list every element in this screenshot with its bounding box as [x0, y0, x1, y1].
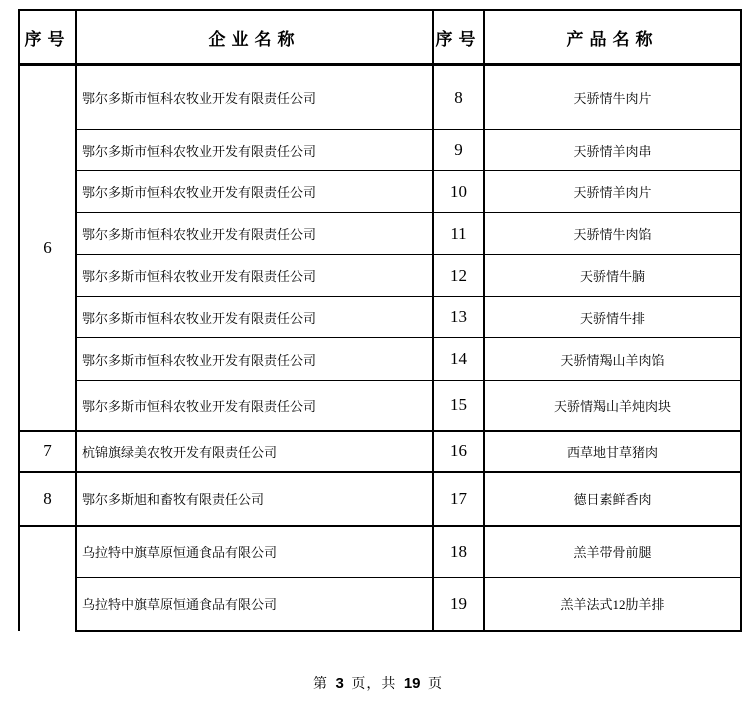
- footer-text: 页，共: [346, 677, 401, 692]
- company-cell: 鄂尔多斯市恒科农牧业开发有限责任公司: [76, 171, 433, 213]
- header-company-name: 企业名称: [76, 10, 433, 65]
- header-product-name: 产品名称: [484, 10, 741, 65]
- table-row: [19, 526, 741, 578]
- product-name-cell: 天骄情羊肉串: [484, 130, 741, 171]
- page-number: 3: [335, 675, 344, 692]
- total-pages: 19: [403, 675, 421, 692]
- product-serial-cell: 10: [433, 171, 484, 213]
- product-name-cell: 天骄情羯山羊炖肉块: [484, 381, 741, 431]
- product-serial-cell: 15: [433, 381, 484, 431]
- header-row: [19, 10, 741, 65]
- table-row: [19, 472, 741, 526]
- product-serial-cell: 12: [433, 255, 484, 297]
- product-name-cell: 天骄情羯山羊肉馅: [484, 338, 741, 381]
- product-catalog-table: [18, 9, 742, 632]
- product-name-cell: 德日素鲜香肉: [484, 472, 741, 526]
- table-row: [19, 338, 741, 381]
- header-serial-product: 序号: [433, 10, 484, 65]
- product-serial-cell: 16: [433, 431, 484, 472]
- company-cell: 鄂尔多斯市恒科农牧业开发有限责任公司: [76, 213, 433, 255]
- table-row: [19, 255, 741, 297]
- product-serial-cell: 18: [433, 526, 484, 578]
- product-serial-cell: 11: [433, 213, 484, 255]
- product-serial-cell: 13: [433, 297, 484, 338]
- group-serial-cell: 6: [19, 65, 76, 431]
- table-row: [19, 431, 741, 472]
- product-serial-cell: 17: [433, 472, 484, 526]
- page-footer: [0, 674, 756, 695]
- table-row: [19, 213, 741, 255]
- product-serial-cell: 19: [433, 578, 484, 631]
- table-row: [19, 130, 741, 171]
- product-serial-cell: 14: [433, 338, 484, 381]
- company-cell: 鄂尔多斯市恒科农牧业开发有限责任公司: [76, 338, 433, 381]
- group-serial-cell: 8: [19, 472, 76, 526]
- product-name-cell: 羔羊法式12肋羊排: [484, 578, 741, 631]
- table-row: [19, 381, 741, 431]
- company-cell: 鄂尔多斯旭和畜牧有限责任公司: [76, 472, 433, 526]
- header-serial-company: 序号: [19, 10, 76, 65]
- table-row: [19, 578, 741, 631]
- product-name-cell: 西草地甘草猪肉: [484, 431, 741, 472]
- group-serial-cell: 7: [19, 431, 76, 472]
- company-cell: 乌拉特中旗草原恒通食品有限公司: [76, 526, 433, 578]
- product-name-cell: 天骄情牛排: [484, 297, 741, 338]
- company-cell: 鄂尔多斯市恒科农牧业开发有限责任公司: [76, 297, 433, 338]
- product-name-cell: 天骄情牛肉片: [484, 65, 741, 130]
- footer-text: 页: [423, 677, 444, 692]
- company-cell: 鄂尔多斯市恒科农牧业开发有限责任公司: [76, 65, 433, 130]
- product-name-cell: 羔羊带骨前腿: [484, 526, 741, 578]
- group-serial-cell: [19, 526, 76, 631]
- product-serial-cell: 8: [433, 65, 484, 130]
- company-cell: 杭锦旗绿美农牧开发有限责任公司: [76, 431, 433, 472]
- table-row: [19, 297, 741, 338]
- table-row: [19, 171, 741, 213]
- product-name-cell: 天骄情牛肉馅: [484, 213, 741, 255]
- company-cell: 鄂尔多斯市恒科农牧业开发有限责任公司: [76, 381, 433, 431]
- product-name-cell: 天骄情牛腩: [484, 255, 741, 297]
- company-cell: 鄂尔多斯市恒科农牧业开发有限责任公司: [76, 255, 433, 297]
- company-cell: 乌拉特中旗草原恒通食品有限公司: [76, 578, 433, 631]
- company-cell: 鄂尔多斯市恒科农牧业开发有限责任公司: [76, 130, 433, 171]
- product-name-cell: 天骄情羊肉片: [484, 171, 741, 213]
- footer-text: 第: [312, 677, 333, 692]
- table-row: [19, 65, 741, 130]
- product-serial-cell: 9: [433, 130, 484, 171]
